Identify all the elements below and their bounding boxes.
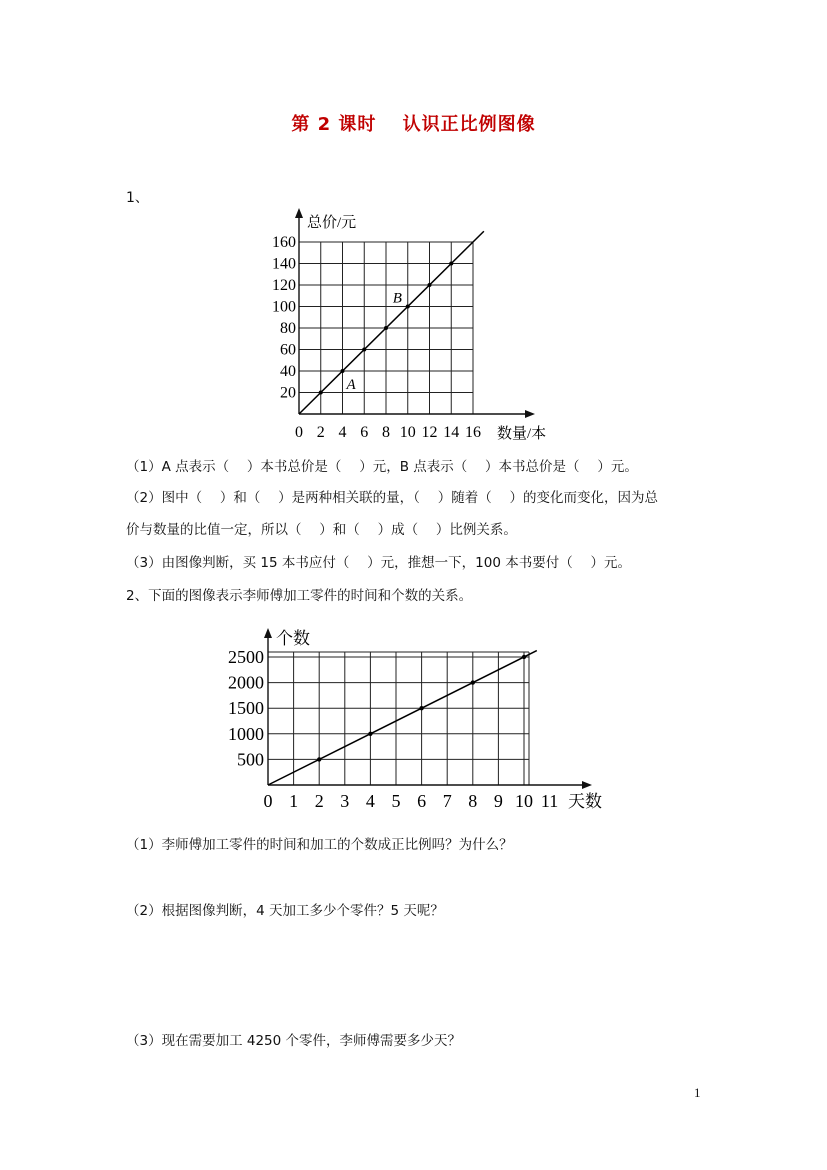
x-tick-label: 14 <box>443 424 460 441</box>
x-axis-arrow <box>525 410 535 418</box>
x-tick-label: 2 <box>314 791 324 811</box>
y-tick-label: 60 <box>280 341 296 359</box>
x-tick-label: 5 <box>391 791 401 811</box>
x-tick-label: 9 <box>493 791 503 811</box>
question-1-part-2-line-1: （2）图中（ ）和（ ）是两种相关联的量，（ ）随着（ ）的变化而变化，因为总 <box>126 490 659 506</box>
chart-parts-vs-days <box>220 620 615 812</box>
x-tick-label: 16 <box>465 424 481 441</box>
data-point <box>341 369 345 373</box>
x-tick-label: 7 <box>442 791 452 811</box>
data-point <box>471 680 475 684</box>
chart-total-price-vs-quantity <box>265 205 560 450</box>
y-axis-arrow <box>295 208 303 218</box>
x-tick-label: 8 <box>468 791 478 811</box>
y-axis-arrow <box>264 628 272 638</box>
point-label-a: A <box>346 377 356 393</box>
y-axis-label: 总价/元 <box>307 215 357 231</box>
x-tick-label: 8 <box>382 424 390 441</box>
x-tick-label: 0 <box>295 424 303 441</box>
question-2-part-1: （1）李师傅加工零件的时间和加工的个数成正比例吗？为什么？ <box>126 837 513 853</box>
x-axis-arrow <box>582 781 592 789</box>
y-tick-label: 20 <box>280 384 296 402</box>
point-label-b: B <box>392 290 402 307</box>
x-axis-label: 数量/本 <box>497 426 547 442</box>
page-title: 第 2 课时 认识正比例图像 <box>291 114 536 135</box>
y-tick-label: 140 <box>272 255 296 273</box>
data-point <box>362 348 366 352</box>
x-tick-label: 10 <box>515 791 533 811</box>
x-tick-label: 4 <box>365 791 375 811</box>
data-point <box>522 655 526 659</box>
y-tick-label: 80 <box>280 320 296 337</box>
question-1-part-3: （3）由图像判断，买 15 本书应付（ ）元，推想一下，100 本书要付（ ）元。 <box>126 555 631 571</box>
y-tick-label: 1000 <box>228 723 264 744</box>
page-number: 1 <box>694 1085 701 1100</box>
y-tick-label: 500 <box>237 749 264 770</box>
y-tick-label: 160 <box>272 234 296 251</box>
y-tick-label: 2500 <box>228 647 264 667</box>
y-tick-label: 2000 <box>228 672 264 693</box>
question-2-part-2: （2）根据图像判断，4 天加工多少个零件？5 天呢？ <box>126 903 444 919</box>
data-point <box>428 283 432 287</box>
x-tick-label: 0 <box>263 791 273 811</box>
data-point <box>319 391 323 395</box>
x-tick-label: 2 <box>316 424 325 441</box>
data-point <box>406 305 410 309</box>
x-tick-label: 11 <box>540 791 559 811</box>
question-2-part-3: （3）现在需要加工 4250 个零件，李师傅需要多少天？ <box>126 1033 462 1049</box>
x-axis-label: 天数 <box>568 792 602 811</box>
question-1-part-1: （1）A 点表示（ ）本书总价是（ ）元，B 点表示（ ）本书总价是（ ）元。 <box>126 459 638 475</box>
data-point <box>368 732 372 736</box>
y-tick-label: 100 <box>272 298 296 316</box>
x-tick-label: 4 <box>338 424 347 441</box>
x-tick-label: 6 <box>360 424 369 441</box>
data-point <box>419 706 423 710</box>
x-tick-label: 1 <box>289 791 299 811</box>
question-1-part-2-line-2: 价与数量的比值一定，所以（ ）和（ ）成（ ）比例关系。 <box>126 522 517 538</box>
x-tick-label: 10 <box>399 424 416 441</box>
question-2-intro: 2、下面的图像表示李师傅加工零件的时间和个数的关系。 <box>126 588 473 604</box>
y-axis-label: 个数 <box>276 629 310 648</box>
x-tick-label: 3 <box>340 791 350 811</box>
y-tick-label: 1500 <box>228 698 264 719</box>
y-tick-label: 40 <box>280 363 296 380</box>
question-1-number: 1、 <box>126 190 149 206</box>
x-tick-label: 6 <box>417 791 427 811</box>
data-line <box>268 651 537 785</box>
data-point <box>384 326 388 330</box>
x-tick-label: 12 <box>421 424 438 441</box>
y-tick-label: 120 <box>272 277 296 294</box>
data-point <box>449 262 453 266</box>
data-line <box>299 231 484 414</box>
data-point <box>317 757 321 761</box>
